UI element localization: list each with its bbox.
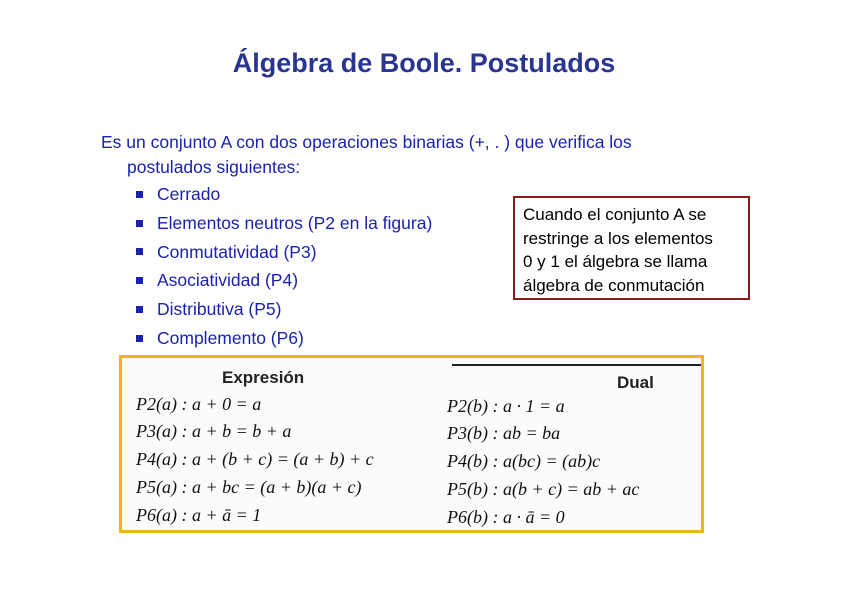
header-dual: Dual (617, 373, 654, 392)
intro-line-1: Es un conjunto A con dos operaciones binarias (+, . ) que verifica los (101, 132, 632, 152)
list-item-label: Asociatividad (P4) (157, 270, 299, 291)
bullet-square-icon (136, 191, 143, 198)
slide-title: Álgebra de Boole. Postulados (232, 48, 616, 78)
list-item-label: Elementos neutros (P2 en la figura) (157, 212, 433, 233)
dual-p5b: P5(b) : a(b + c) = ab + ac (447, 479, 640, 499)
dual-p6b: P6(b) : a · ā = 0 (447, 507, 565, 527)
note-box (513, 196, 750, 300)
expression-p2a: P2(a) : a + 0 = a (136, 394, 262, 414)
list-item-label: Distributiva (P5) (157, 299, 282, 320)
bullet-square-icon (136, 220, 143, 227)
list-item (136, 180, 432, 209)
list-item-label: Conmutatividad (P3) (157, 241, 317, 262)
header-rule (452, 364, 704, 366)
list-item (136, 238, 432, 267)
postulates-figure (119, 355, 704, 533)
expression-p3a: P3(a) : a + b = b + a (136, 421, 292, 441)
note-line: restringe a los elementos (523, 228, 713, 248)
dual-p3b: P3(b) : ab = ba (447, 423, 561, 443)
intro-line-2: postulados siguientes: (127, 157, 301, 177)
note-line: álgebra de conmutación (523, 275, 705, 295)
dual-p2b: P2(b) : a · 1 = a (447, 396, 565, 416)
list-item (136, 324, 432, 353)
list-item (136, 266, 432, 295)
bullet-square-icon (136, 248, 143, 255)
bullet-square-icon (136, 306, 143, 313)
bullet-square-icon (136, 335, 143, 342)
note-line: 0 y 1 el álgebra se llama (523, 252, 708, 271)
expression-p6a: P6(a) : a + ā = 1 (136, 505, 262, 525)
list-item (136, 295, 432, 324)
dual-p4b: P4(b) : a(bc) = (ab)c (447, 451, 601, 471)
bullet-square-icon (136, 277, 143, 284)
list-item-label: Cerrado (157, 184, 221, 204)
header-expression: Expresión (222, 368, 305, 387)
list-item-label: Complemento (P6) (157, 327, 304, 348)
postulates-list (136, 180, 432, 353)
expression-p5a: P5(a) : a + bc = (a + b)(a + c) (136, 477, 362, 497)
note-line: Cuando el conjunto A se (523, 205, 707, 224)
list-item (136, 209, 432, 238)
intro-paragraph (101, 130, 741, 180)
expression-p4a: P4(a) : a + (b + c) = (a + b) + c (136, 449, 374, 469)
